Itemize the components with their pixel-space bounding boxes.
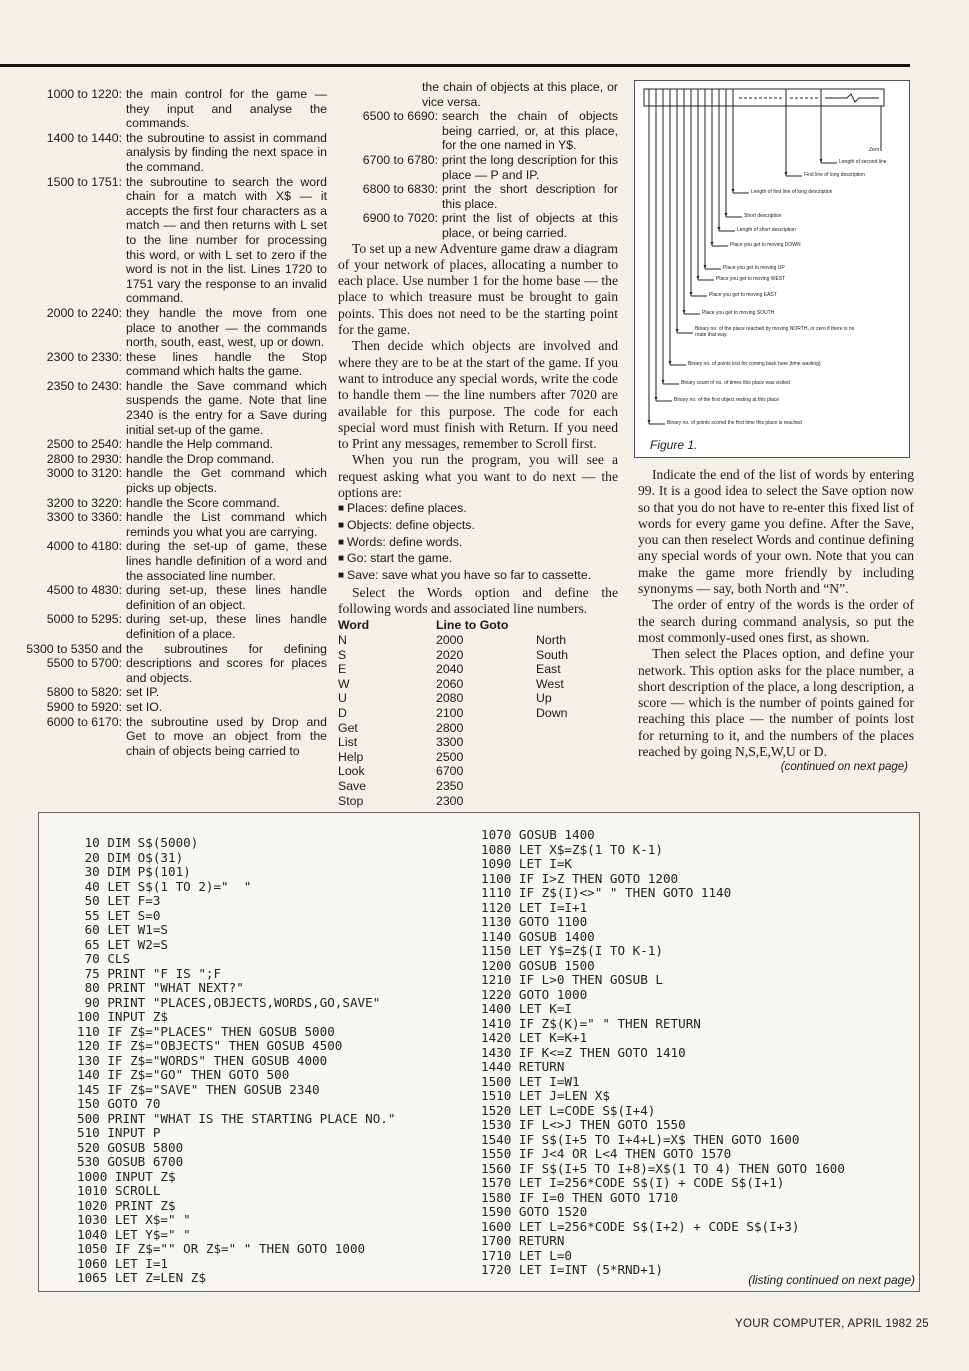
- word-row: [338, 764, 568, 779]
- figure-label: Place you get to moving SOUTH: [702, 310, 775, 316]
- code-line: 40 LET S$(1 TO 2)=" ": [77, 878, 252, 894]
- figure-1: [634, 80, 910, 458]
- figure-label: Length of second line: [839, 159, 887, 165]
- word-row: [338, 735, 568, 750]
- code-line: 1000 INPUT Z$: [77, 1168, 176, 1184]
- arrow-head: [697, 276, 700, 280]
- col2-continuation: the chain of objects at this place, or vice versa.: [422, 80, 618, 109]
- code-line: 120 IF Z$="OBJECTS" THEN GOSUB 4500: [77, 1038, 343, 1054]
- page-footer: YOUR COMPUTER, APRIL 1982 25: [735, 1318, 929, 1330]
- body-paragraph: To set up a new Adventure game draw a diagram of your network of places, allocating a number to each place. Use number 1 for the home base — the place to which treasure must be brought to gain points. This does not need to be the starting point for the game.: [338, 240, 618, 338]
- listing-right: [481, 828, 845, 1278]
- word-row: [338, 691, 568, 706]
- line-range: 2000 to 2240:: [46, 305, 122, 320]
- code-line: 130 IF Z$="WORDS" THEN GOSUB 4000: [77, 1052, 328, 1068]
- line-range: 2500 to 2540:: [46, 437, 122, 452]
- select-words-para: Select the Words option and define the following words and associated line numbers.: [338, 584, 618, 617]
- figure-label: Binary no. of points scored the first time this place is reached: [667, 420, 802, 426]
- word-row: [338, 648, 568, 663]
- arrow-head: [820, 159, 823, 163]
- figure-label: Binary no. of the first object resting at this place: [674, 397, 780, 403]
- word-cell: 3300: [436, 735, 464, 750]
- entry-description: the subroutine used by Drop and Get to move an object from the chain of objects being carried to: [126, 714, 327, 758]
- code-line: 65 LET W2=S: [77, 936, 168, 952]
- option-item: ■ Objects: define objects.: [338, 518, 618, 535]
- body-paragraph: Then decide which objects are involved and where they are to be at the start of the game. If you want to introduce any special words, write the code to handle them — the line numbers after 7020 are available for this purpose. The code for each special word must finish with Return. If you need to Print any messages, remember to Scroll first.: [338, 338, 618, 452]
- code-line: 75 PRINT "F IS ";F: [77, 965, 222, 981]
- word-cell: East: [536, 662, 561, 677]
- subroutine-entry: [22, 437, 327, 452]
- code-line: 145 IF Z$="SAVE" THEN GOSUB 2340: [77, 1081, 320, 1097]
- code-line: 70 CLS: [77, 951, 131, 967]
- subroutine-entry: [338, 109, 618, 153]
- body-paragraph: When you run the program, you will see a request asking what you want to do next — the options are:: [338, 452, 618, 500]
- word-cell: 2060: [436, 676, 464, 691]
- entry-description: print the list of objects at this place, or being carried.: [442, 211, 618, 240]
- line-header: Line to Goto: [436, 618, 509, 633]
- entry-description: handle the Save command which suspends the game. Note that line 2340 is the entry for a Save during initial set-up of the game.: [126, 378, 327, 437]
- word-cell: 2040: [436, 662, 464, 677]
- code-line: 520 GOSUB 5800: [77, 1139, 184, 1155]
- subroutine-entry: [338, 182, 618, 211]
- word-cell: Look: [338, 764, 365, 779]
- word-cell: Up: [536, 691, 552, 706]
- word-cell: [536, 779, 568, 794]
- code-line: 55 LET S=0: [77, 907, 161, 923]
- word-row: [338, 706, 568, 721]
- code-line: 1220 GOTO 1000: [481, 986, 588, 1002]
- code-line: 1700 RETURN: [481, 1233, 565, 1249]
- word-cell: D: [338, 705, 347, 720]
- code-line: 1710 LET L=0: [481, 1247, 572, 1263]
- entry-description: print the short description for this place.: [442, 182, 618, 211]
- line-range: 6900 to 7020:: [362, 211, 438, 226]
- entry-description: set IO.: [126, 699, 163, 714]
- word-cell: 2020: [436, 647, 464, 662]
- word-cell: 2080: [436, 691, 464, 706]
- arrow-head: [683, 310, 686, 314]
- code-line: 1010 SCROLL: [77, 1183, 161, 1199]
- code-line: 1430 IF K<=Z THEN GOTO 1410: [481, 1044, 686, 1060]
- column-2: [338, 80, 618, 808]
- word-header: Word: [338, 618, 370, 633]
- listing-left: [77, 836, 395, 1286]
- subroutine-entry: [338, 211, 618, 240]
- code-line: 530 GOSUB 6700: [77, 1154, 184, 1170]
- code-line: 1550 IF J<4 OR L<4 THEN GOTO 1570: [481, 1146, 732, 1162]
- entry-description: during the set-up of game, these lines handle definition of a word and the associated line number.: [126, 539, 327, 583]
- word-cell: S: [338, 647, 347, 662]
- arrow-head: [711, 242, 714, 246]
- code-line: 1070 GOSUB 1400: [481, 827, 595, 842]
- figure-label: Place you get to moving UP: [723, 265, 785, 271]
- word-cell: List: [338, 735, 358, 750]
- entry-description: print the long description for this place — P and IP.: [442, 152, 618, 182]
- figure-label: Zero: [869, 147, 880, 153]
- code-line: 1090 LET I=K: [481, 856, 572, 872]
- empty-header: [536, 618, 568, 633]
- word-cell: 2300: [436, 793, 464, 808]
- subroutine-entry: [22, 466, 327, 495]
- code-line: 1100 IF I>Z THEN GOTO 1200: [481, 870, 679, 886]
- code-line: 150 GOTO 70: [77, 1096, 161, 1112]
- word-table: [338, 618, 568, 808]
- line-range: 4500 to 4830:: [46, 583, 122, 598]
- line-range: 1000 to 1220:: [46, 87, 122, 101]
- code-line: 140 IF Z$="GO" THEN GOTO 500: [77, 1067, 290, 1083]
- line-range: 3300 to 3360:: [46, 510, 122, 525]
- word-row: [338, 750, 568, 765]
- line-range: 6800 to 6830:: [362, 182, 438, 197]
- basic-listing: [38, 812, 920, 1292]
- word-row: [338, 677, 568, 692]
- figure-label: Place you get to moving WEST: [716, 276, 786, 282]
- word-cell: South: [536, 647, 569, 662]
- line-range: 6000 to 6170:: [46, 714, 122, 729]
- subroutine-entry: [22, 583, 327, 612]
- subroutine-entry: [22, 131, 327, 175]
- word-row: [338, 794, 568, 809]
- subroutine-entry: [22, 350, 327, 379]
- code-line: 50 LET F=3: [77, 893, 161, 909]
- word-row: [338, 779, 568, 794]
- line-range: 3000 to 3120:: [46, 466, 122, 481]
- word-cell: 2000: [436, 632, 464, 647]
- top-rule: [0, 64, 910, 67]
- figure-label: Length of short description: [737, 227, 796, 233]
- figure-label: Length of first line of long description: [751, 189, 833, 195]
- word-cell: N: [338, 632, 347, 647]
- subroutine-entry: [22, 496, 327, 511]
- line-range: 5000 to 5295:: [46, 612, 122, 627]
- line-range: 5300 to 5350 and 5500 to 5700:: [26, 641, 122, 671]
- word-cell: Help: [338, 749, 364, 764]
- subroutine-entry: [338, 153, 618, 182]
- entry-description: the subroutine to search the word chain for a match with X$ — it accepts the first four characters as a match — and then returns with L set to the line number for processing this word, or with L set to zero if the word is not in the list. Lines 1720 to 1751 vary the response to an invalid command.: [126, 174, 327, 306]
- arrow-head: [732, 189, 735, 193]
- arrow-head: [648, 420, 651, 424]
- word-cell: W: [338, 676, 350, 691]
- line-range: 3200 to 3220:: [46, 495, 122, 510]
- word-row: [338, 721, 568, 736]
- entry-description: handle the List command which reminds you what you are carrying.: [126, 510, 327, 539]
- code-line: 60 LET W1=S: [77, 922, 168, 938]
- code-line: 110 IF Z$="PLACES" THEN GOSUB 5000: [77, 1023, 335, 1039]
- code-line: 500 PRINT "WHAT IS THE STARTING PLACE NO.": [77, 1110, 396, 1126]
- entry-description: handle the Score command.: [126, 495, 280, 510]
- option-item: ■ Save: save what you have so far to cassette.: [338, 568, 618, 585]
- word-cell: 2350: [436, 778, 464, 793]
- code-line: 1040 LET Y$=" ": [77, 1226, 191, 1242]
- code-line: 1540 IF S$(I+5 TO I+4+L)=X$ THEN GOTO 1600: [481, 1131, 800, 1147]
- figure-label: Binary no. of points lost for coming back here (time wasting): [688, 361, 821, 367]
- code-line: 1060 LET I=1: [77, 1255, 168, 1271]
- entry-description: handle the Drop command.: [126, 451, 275, 466]
- subroutine-entry: [22, 452, 327, 467]
- word-cell: [536, 735, 568, 750]
- figure-label: First line of long description: [804, 172, 865, 178]
- word-cell: [536, 750, 568, 765]
- code-line: 1420 LET K=K+1: [481, 1030, 588, 1046]
- code-line: 510 INPUT P: [77, 1125, 161, 1141]
- arrow-head: [676, 329, 679, 333]
- entry-description: these lines handle the Stop command which halts the game.: [126, 349, 327, 379]
- word-cell: Get: [338, 720, 358, 735]
- code-line: 1720 LET I=INT (5*RND+1): [481, 1262, 663, 1278]
- code-line: 1500 LET I=W1: [481, 1073, 580, 1089]
- code-line: 1080 LET X$=Z$(1 TO K-1): [481, 841, 663, 857]
- word-cell: 6700: [436, 764, 464, 779]
- line-range: 5900 to 5920:: [46, 699, 122, 714]
- figure-label: Place you get to moving DOWN: [730, 242, 801, 248]
- code-line: 1030 LET X$=" ": [77, 1212, 191, 1228]
- word-cell: Down: [536, 705, 568, 720]
- code-line: 1510 LET J=LEN X$: [481, 1088, 610, 1104]
- code-line: 1200 GOSUB 1500: [481, 957, 595, 973]
- code-line: 1065 LET Z=LEN Z$: [77, 1270, 206, 1286]
- option-item: ■ Go: start the game.: [338, 551, 618, 568]
- continued-note: (continued on next page): [780, 761, 908, 774]
- entry-description: set IP.: [126, 685, 160, 700]
- options-list: [338, 501, 618, 585]
- subroutine-entry: [22, 510, 327, 539]
- line-range: 2300 to 2330:: [46, 349, 122, 364]
- word-cell: 2800: [436, 720, 464, 735]
- subroutine-entry: [22, 306, 327, 350]
- entry-description: handle the Help command.: [126, 437, 273, 452]
- listing-continued-note: (listing continued on next page): [748, 1273, 915, 1287]
- word-cell: North: [536, 632, 567, 647]
- word-cell: West: [536, 676, 564, 691]
- code-line: 1120 LET I=I+1: [481, 899, 588, 915]
- arrow-head: [662, 380, 665, 384]
- option-item: ■ Words: define words.: [338, 535, 618, 552]
- subroutine-entry: [22, 539, 327, 583]
- figure-caption: Figure 1.: [650, 438, 698, 452]
- line-range: 4000 to 4180:: [46, 539, 122, 554]
- entry-description: during set-up, these lines handle definition of an object.: [126, 583, 327, 612]
- entry-description: handle the Get command which picks up objects.: [126, 466, 327, 496]
- arrow-head: [704, 265, 707, 269]
- code-line: 1410 IF Z$(K)=" " THEN RETURN: [481, 1015, 701, 1031]
- subroutine-entry: [22, 642, 327, 686]
- code-line: 1570 LET I=256*CODE S$(I) + CODE S$(I+1): [481, 1175, 785, 1191]
- code-line: 80 PRINT "WHAT NEXT?": [77, 980, 244, 996]
- figure-label: Short description: [744, 213, 782, 219]
- entry-description: the main control for the game — they input and analyse the commands.: [126, 87, 327, 131]
- word-cell: 2100: [436, 705, 464, 720]
- body-paragraph: The order of entry of the words is the order of the search during command analysis, so put the most commonly-used ones first, as shown.: [638, 597, 914, 645]
- line-range: 1500 to 1751:: [46, 174, 122, 189]
- wavy-field: [825, 94, 879, 102]
- entry-description: the subroutines for defining descriptions and scores for places and objects.: [126, 641, 327, 685]
- code-line: 1440 RETURN: [481, 1059, 565, 1075]
- arrow-head: [655, 397, 658, 401]
- code-line: 1110 IF Z$(I)<>" " THEN GOTO 1140: [481, 885, 732, 901]
- code-line: 90 PRINT "PLACES,OBJECTS,WORDS,GO,SAVE": [77, 994, 381, 1010]
- code-line: 1130 GOTO 1100: [481, 914, 588, 930]
- word-cell: [536, 764, 568, 779]
- entry-description: they handle the move from one place to another — the commands north, south, east, west, up or down.: [126, 305, 327, 350]
- code-line: 1520 LET L=CODE S$(I+4): [481, 1102, 656, 1118]
- figure-label: Binary count of no. of times this place was visited: [681, 380, 790, 386]
- code-line: 1020 PRINT Z$: [77, 1197, 176, 1213]
- word-cell: [536, 794, 568, 809]
- column-3: [638, 467, 914, 775]
- subroutine-entry: [22, 87, 327, 131]
- word-cell: 2500: [436, 749, 464, 764]
- code-line: 1530 IF L<>J THEN GOTO 1550: [481, 1117, 686, 1133]
- body-paragraph: Indicate the end of the list of words by entering 99. It is a good idea to select the Save option now so that you do not have to re-enter this fixed list of words for every game you define. After the Save, you can then reselect Words and continue defining any special words of your own. Note that you can make the game more friendly by including synonyms — say, both North and “N”.: [638, 467, 914, 597]
- line-range: 6700 to 6780:: [362, 152, 438, 167]
- subroutine-entry: [22, 685, 327, 700]
- code-line: 1050 IF Z$="" OR Z$=" " THEN GOTO 1000: [77, 1241, 366, 1257]
- option-item: ■ Places: define places.: [338, 501, 618, 518]
- code-line: 30 DIM P$(101): [77, 864, 191, 880]
- word-cell: E: [338, 662, 347, 677]
- col2-paragraphs: [338, 241, 618, 502]
- subroutine-entry: [22, 700, 327, 715]
- word-cell: Save: [338, 778, 367, 793]
- word-row: [338, 662, 568, 677]
- figure-label: Binary no. of the place reached by moving NORTH, or zero if there is no route that way.: [695, 326, 855, 338]
- column-1: [22, 87, 327, 758]
- col3-paragraphs: [638, 467, 914, 760]
- code-line: 20 DIM O$(31): [77, 849, 184, 865]
- word-cell: [536, 721, 568, 736]
- code-line: 1140 GOSUB 1400: [481, 928, 595, 944]
- code-line: 1580 IF I=0 THEN GOTO 1710: [481, 1189, 679, 1205]
- code-line: 1210 IF L>0 THEN GOSUB L: [481, 972, 663, 988]
- code-line: 1400 LET K=I: [481, 1001, 572, 1017]
- arrow-head: [690, 292, 693, 296]
- word-row: [338, 633, 568, 648]
- arrow-head: [669, 361, 672, 365]
- line-range: 2800 to 2930:: [46, 451, 122, 466]
- code-line: 1150 LET Y$=Z$(I TO K-1): [481, 943, 663, 959]
- code-line: 10 DIM S$(5000): [77, 835, 199, 850]
- body-paragraph: Then select the Places option, and define your network. This option asks for the place number, a short description of the place, a long description, a score — which is the number of points gained for reaching this place — the number of points lost for returning to it, and the numbers of the places reached by going N,S,E,W,U or D.: [638, 646, 914, 760]
- line-range: 5800 to 5820:: [46, 685, 122, 700]
- subroutine-entry: [22, 612, 327, 641]
- subroutine-entry: [22, 175, 327, 306]
- arrow-head: [725, 213, 728, 217]
- entry-description: search the chain of objects being carried, or, at this place, for the one named in Y$.: [442, 109, 618, 153]
- entry-description: during set-up, these lines handle definition of a place.: [126, 612, 327, 641]
- line-range: 6500 to 6690:: [362, 109, 438, 124]
- word-cell: U: [338, 691, 347, 706]
- code-line: 1600 LET L=256*CODE S$(I+2) + CODE S$(I+3): [481, 1218, 800, 1234]
- arrow-head: [718, 227, 721, 231]
- line-range: 2350 to 2430:: [46, 378, 122, 393]
- arrow-head: [785, 172, 788, 176]
- subroutine-entry: [22, 715, 327, 759]
- code-line: 100 INPUT Z$: [77, 1009, 168, 1025]
- code-line: 1560 IF S$(I+5 TO I+8)=X$(1 TO 4) THEN GOTO 1600: [481, 1160, 845, 1176]
- code-line: 1590 GOTO 1520: [481, 1204, 588, 1220]
- subroutine-entry: [22, 379, 327, 437]
- word-cell: Stop: [338, 793, 364, 808]
- line-range: 1400 to 1440:: [46, 130, 122, 145]
- figure-label: Place you get to moving EAST: [709, 292, 777, 298]
- col2-entries: [338, 109, 618, 240]
- entry-description: the subroutine to assist in command analysis by finding the next space in the command.: [126, 130, 327, 174]
